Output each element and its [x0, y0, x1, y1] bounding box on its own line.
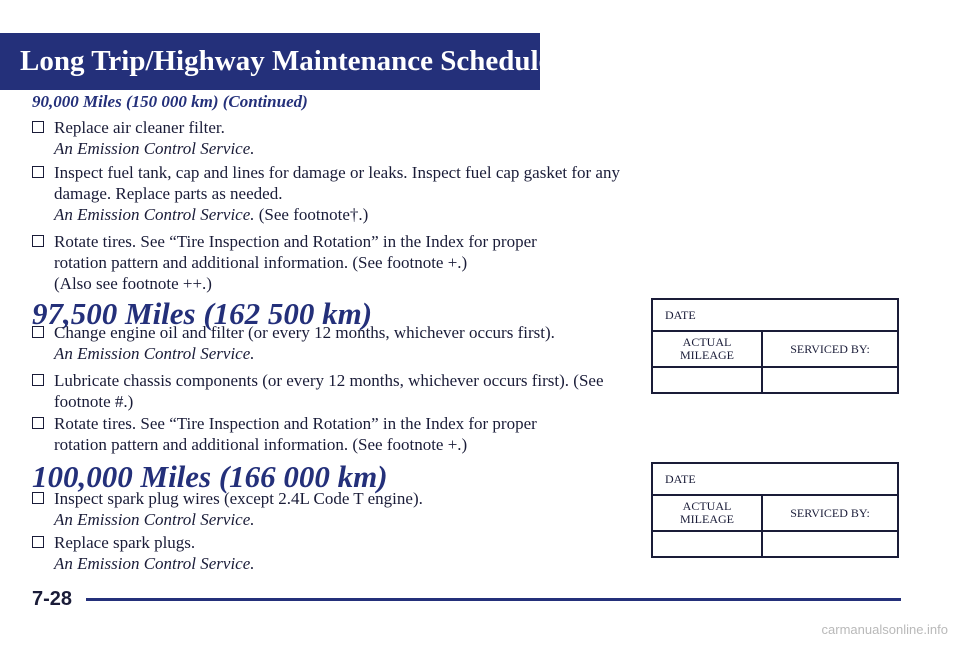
item-note: An Emission Control Service.	[54, 344, 255, 363]
record-mileage-label-2: MILEAGE	[680, 512, 734, 526]
item-text: Rotate tires. See “Tire Inspection and Rotation” in the Index for proper rotation pattern and additional information. (See footnote +.)	[54, 232, 537, 272]
checkbox[interactable]	[32, 374, 44, 386]
item-text: Inspect fuel tank, cap and lines for damage or leaks. Inspect fuel cap gasket for any damage. Replace parts as needed.	[54, 163, 620, 203]
checklist-item	[32, 231, 592, 294]
checklist-item	[32, 413, 592, 455]
item-text: Lubricate chassis components (or every 12 months, whichever occurs first). (See footnote #.)	[54, 371, 604, 411]
record-header-row	[653, 332, 897, 368]
record-entry-row	[653, 532, 897, 556]
record-serviced-field[interactable]	[763, 532, 897, 556]
record-mileage-label-2: MILEAGE	[680, 348, 734, 362]
service-record-box	[651, 298, 899, 394]
page-banner-title: Long Trip/Highway Maintenance Schedule	[0, 33, 540, 90]
record-mileage-header	[653, 332, 763, 366]
item-text: Rotate tires. See “Tire Inspection and Rotation” in the Index for proper rotation pattern and additional information. (See footnote +.)	[54, 414, 537, 454]
record-mileage-label-1: ACTUAL	[682, 499, 732, 513]
record-mileage-label-1: ACTUAL	[682, 335, 732, 349]
checkbox[interactable]	[32, 536, 44, 548]
checklist-item	[32, 488, 632, 530]
checkbox[interactable]	[32, 166, 44, 178]
checkbox[interactable]	[32, 121, 44, 133]
checkbox[interactable]	[32, 235, 44, 247]
checkbox[interactable]	[32, 492, 44, 504]
item-note: An Emission Control Service.	[54, 139, 255, 158]
record-date-label: DATE	[653, 464, 897, 496]
item-text: Replace air cleaner filter.	[54, 118, 225, 137]
checklist-item	[32, 162, 632, 225]
record-entry-row	[653, 368, 897, 392]
checklist-item	[32, 532, 632, 574]
watermark: carmanualsonline.info	[821, 622, 948, 637]
item-note-extra: (See footnote†.)	[254, 205, 369, 224]
continued-heading: 90,000 Miles (150 000 km) (Continued)	[32, 92, 308, 111]
checkbox[interactable]	[32, 326, 44, 338]
checklist-item	[32, 370, 632, 412]
item-text: Replace spark plugs.	[54, 533, 196, 552]
page-number: 7-28	[32, 588, 73, 610]
record-header-row	[653, 496, 897, 532]
record-mileage-field[interactable]	[653, 368, 763, 392]
section-heading-100000: 100,000 Miles (166 000 km)	[32, 459, 388, 494]
item-note-italic: An Emission Control Service.	[54, 205, 255, 224]
footer-rule	[86, 598, 901, 601]
item-text: Inspect spark plug wires (except 2.4L Code T engine).	[54, 489, 423, 508]
item-note	[54, 204, 632, 225]
item-note-extra: (Also see footnote ++.)	[54, 274, 212, 293]
record-serviced-field[interactable]	[763, 368, 897, 392]
record-serviced-header: SERVICED BY:	[790, 506, 870, 520]
item-note: An Emission Control Service.	[54, 510, 255, 529]
record-mileage-header	[653, 496, 763, 530]
service-record-box	[651, 462, 899, 558]
record-serviced-header: SERVICED BY:	[790, 342, 870, 356]
section-heading-97500: 97,500 Miles (162 500 km)	[32, 296, 373, 331]
checkbox[interactable]	[32, 417, 44, 429]
record-mileage-field[interactable]	[653, 532, 763, 556]
item-note: An Emission Control Service.	[54, 554, 255, 573]
checklist-item	[32, 117, 632, 159]
record-date-label: DATE	[653, 300, 897, 332]
item-text: Change engine oil and filter (or every 12 months, whichever occurs first).	[54, 323, 555, 342]
checklist-item	[32, 322, 632, 364]
